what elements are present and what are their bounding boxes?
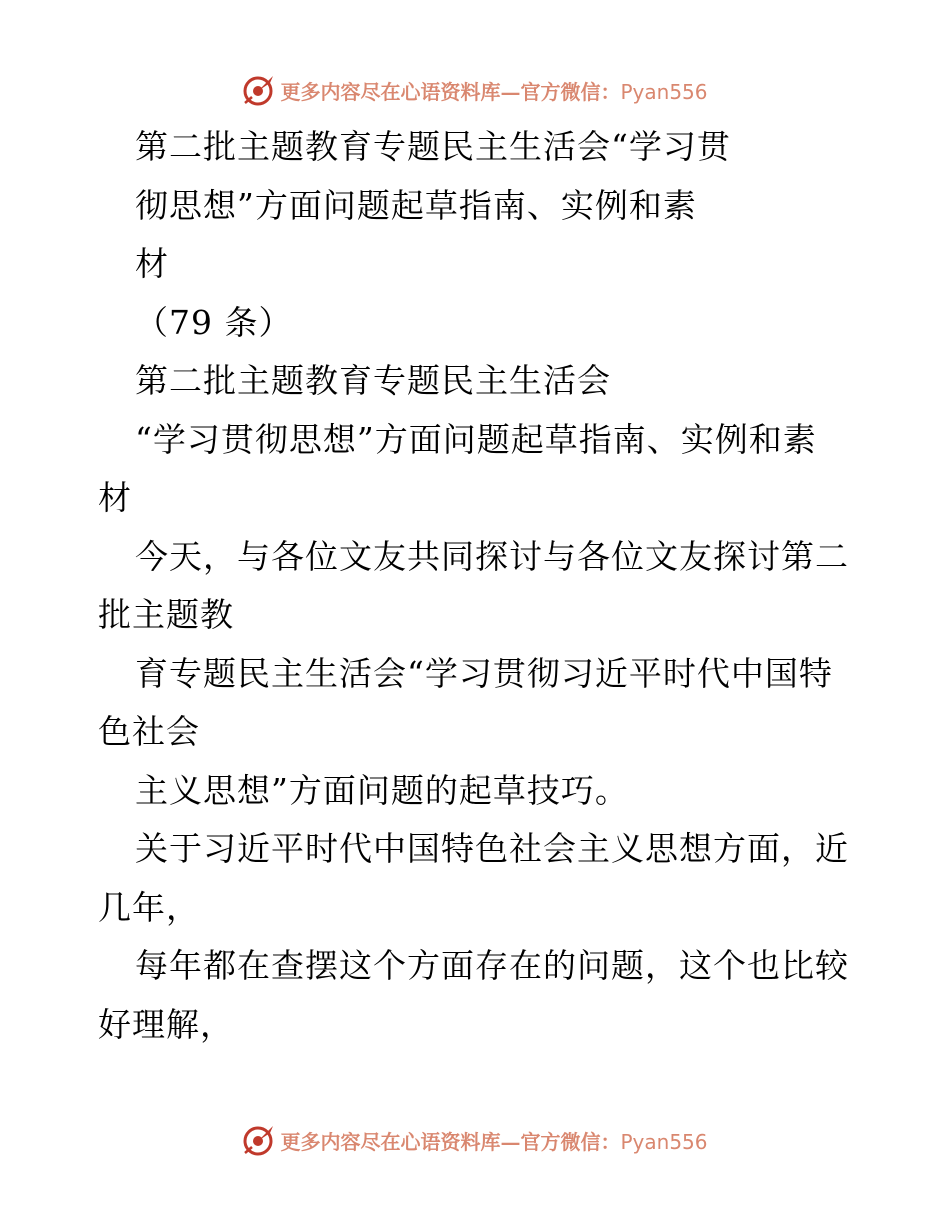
text-line: 色社会 — [98, 712, 200, 751]
text-line: 彻思想”方面问题起草指南、实例和素 — [135, 185, 697, 225]
watermark-text — [280, 76, 707, 105]
text-line: “学习贯彻思想”方面问题起草指南、实例和素 — [135, 419, 817, 459]
quill-logo-icon — [242, 1123, 276, 1157]
watermark-wechat-id: Pyan556 — [620, 1129, 708, 1154]
text-line: 关于习近平时代中国特色社会主义思想方面，近 — [135, 829, 849, 868]
header-watermark — [0, 70, 950, 110]
text-line: 主义思想”方面问题的起草技巧。 — [135, 770, 629, 810]
quill-logo-icon — [242, 73, 276, 107]
text-line: 育专题民主生活会“学习贯彻习近平时代中国特 — [135, 653, 833, 693]
footer-watermark — [0, 1120, 950, 1160]
watermark-label: 更多内容尽在心语资料库—官方微信： — [280, 79, 621, 104]
text-line: 材 — [98, 478, 132, 517]
document-body — [98, 118, 858, 1054]
text-line: 几年， — [98, 887, 200, 927]
text-line: （79 条） — [135, 302, 293, 342]
text-line: 每年都在查摆这个方面存在的问题，这个也比较 — [135, 946, 849, 985]
text-line: 第二批主题教育专题民主生活会 — [135, 361, 611, 400]
watermark-wechat-id: Pyan556 — [620, 79, 708, 104]
text-line: 今天，与各位文友共同探讨与各位文友探讨第二 — [135, 536, 849, 576]
text-line: 材 — [135, 244, 169, 283]
watermark-label: 更多内容尽在心语资料库—官方微信： — [280, 1129, 621, 1154]
text-line: 好理解， — [98, 1004, 234, 1044]
watermark-text — [280, 1126, 707, 1155]
text-line: 第二批主题教育专题民主生活会“学习贯 — [135, 127, 731, 166]
text-line: 批主题教 — [98, 595, 234, 634]
